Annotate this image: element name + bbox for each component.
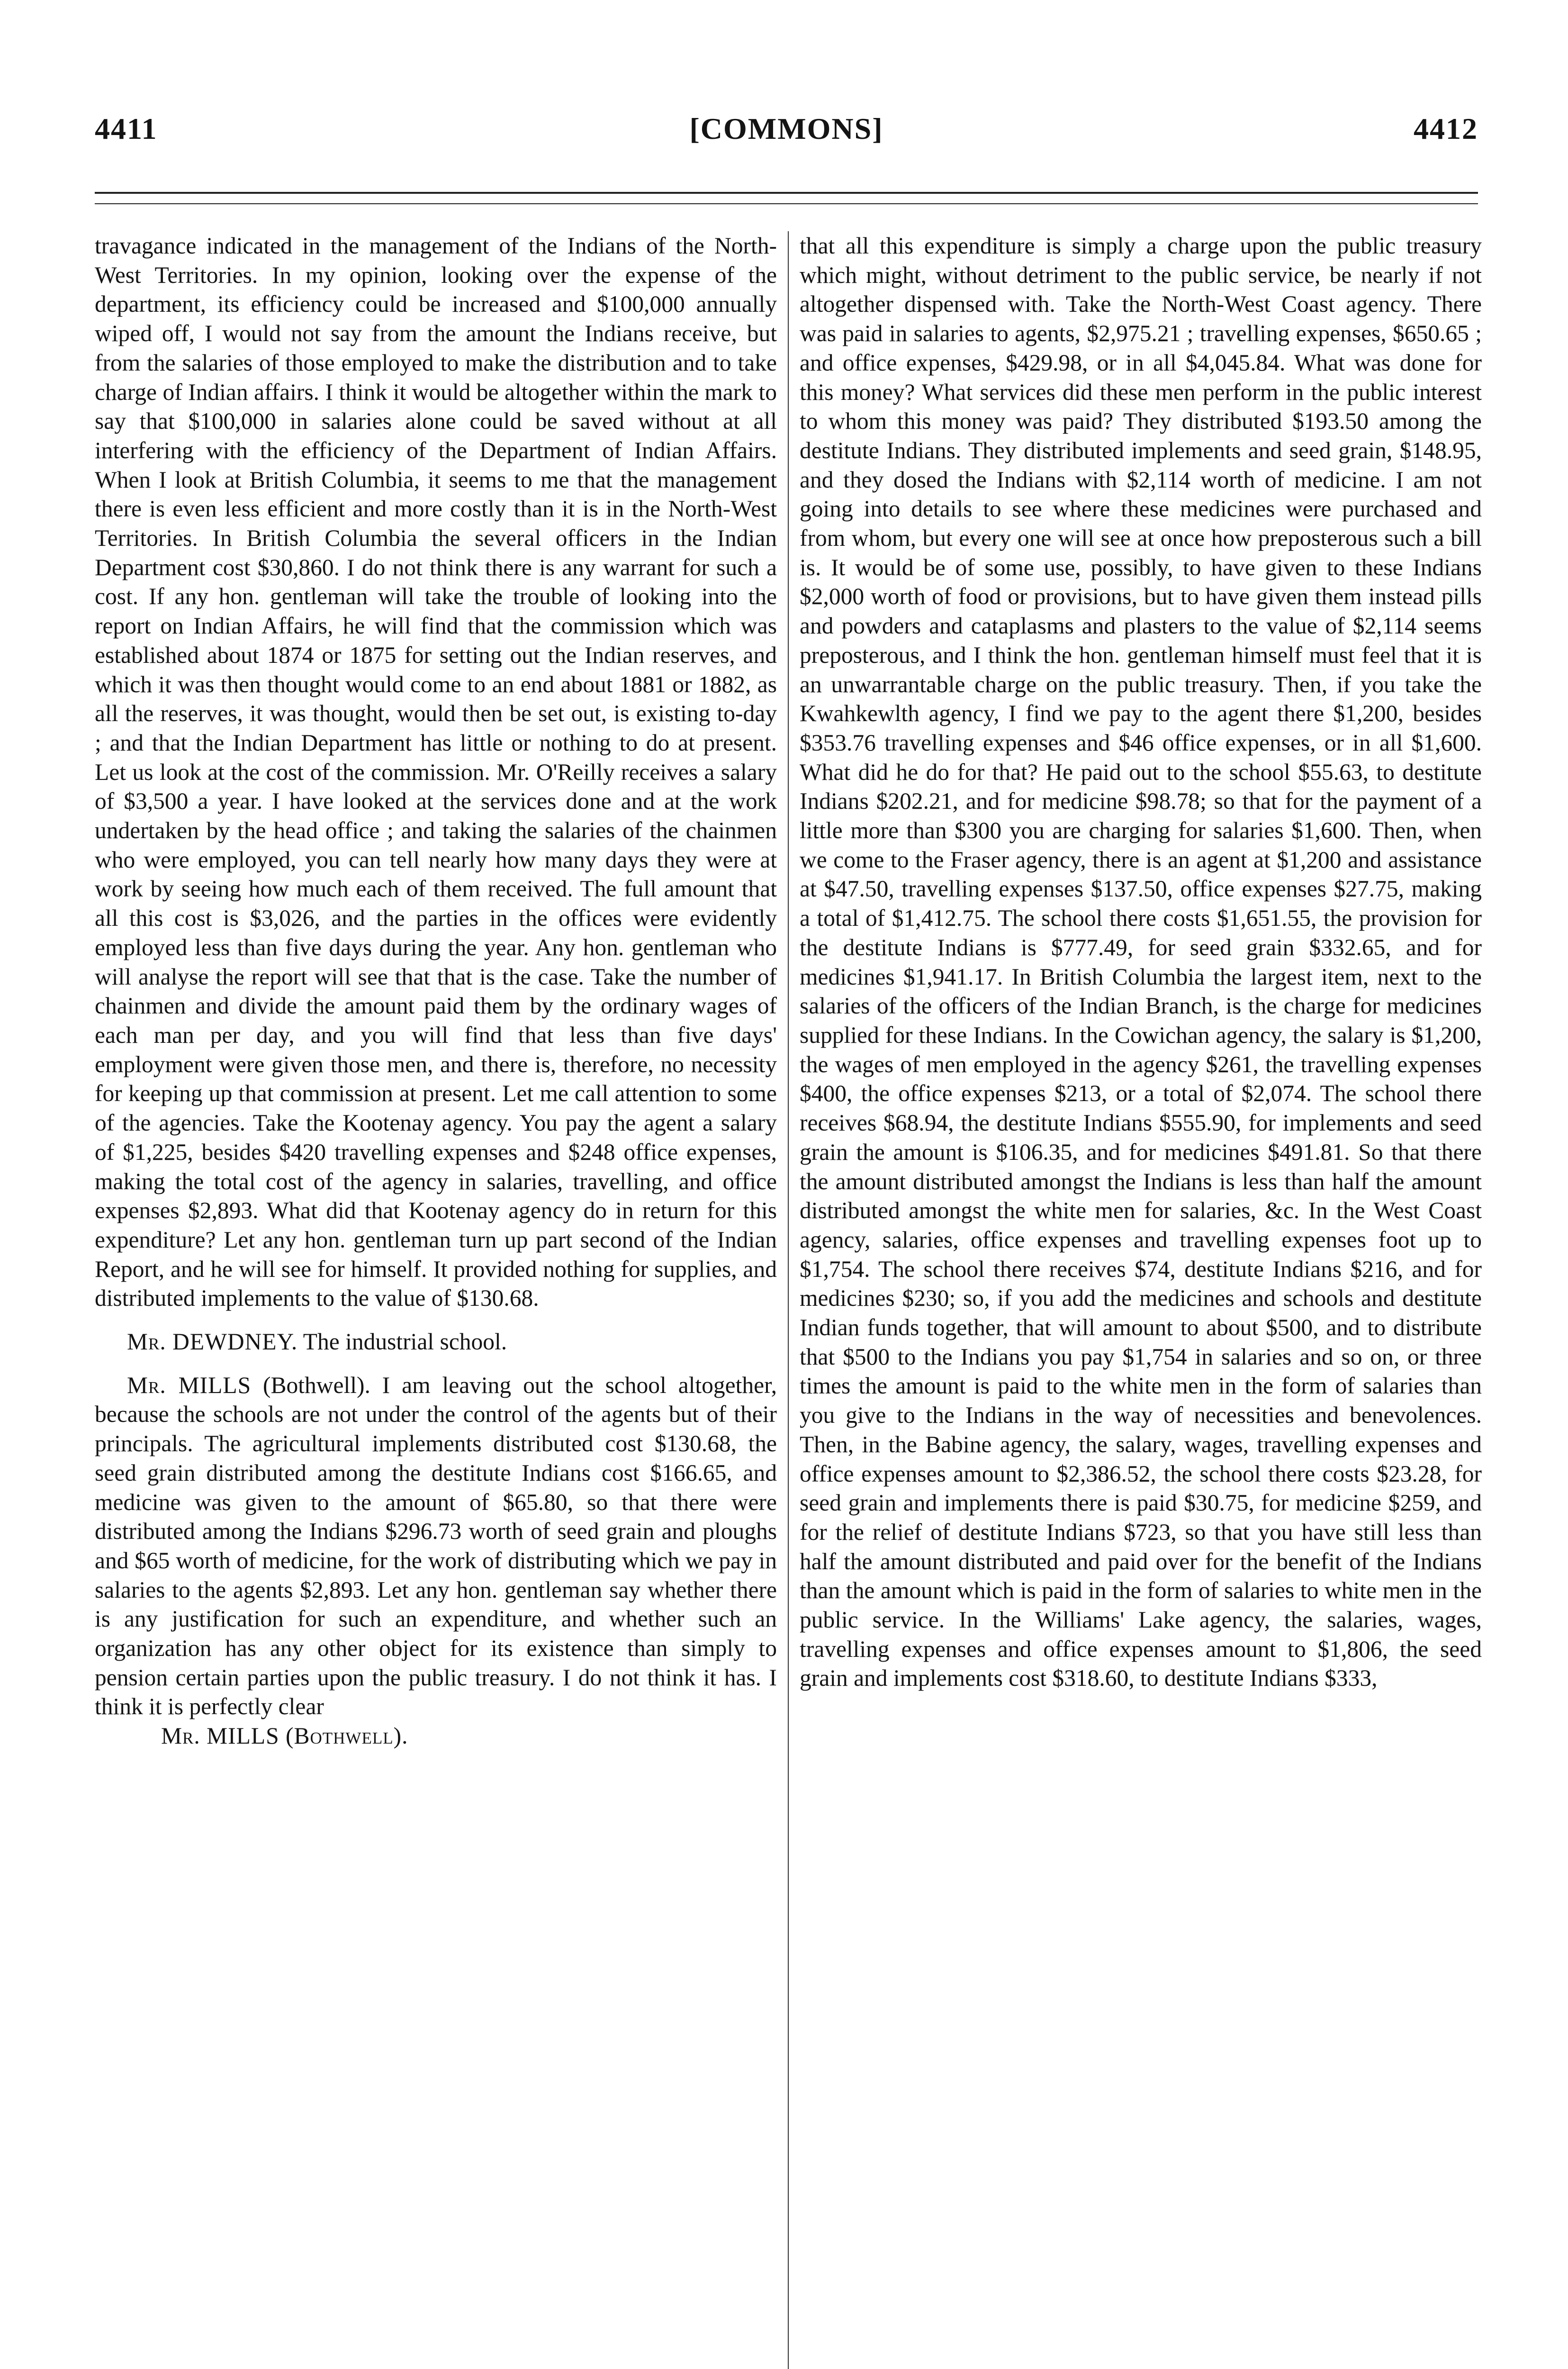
speaker-name: Mr. MILLS [127,1372,252,1398]
left-paragraph-dewdney [95,1327,777,1356]
right-paragraph-1: that all this expenditure is simply a charge upon the public treasury which might, without detriment to the public service, be nearly if not altogether dispensed with. Take the North-West Coast agency. There was paid in salaries to agents, $2,975.21 ; travelling expenses, $650.65 ; and office expenses, $429.98, or in all $4,045.84. What was done for this money? What services did these men perform in the public interest to whom this money was paid? They distributed $193.50 among the destitute Indians. They distributed implements and seed grain, $148.95, and they dosed the Indians with $2,114 worth of medicine. I am not going into details to see where these medicines were purchased and from whom, but every one will see at once how preposterous such a bill is. It would be of some use, possibly, to have given to these Indians $2,000 worth of food or provisions, but to have given them instead pills and powders and cataplasms and plasters to the value of $2,114 seems preposterous, and I think the hon. gentleman himself must feel that it is an unwarrantable charge on the public treasury. Then, if you take the Kwahkewlth agency, I find we pay to the agent there $1,200, besides $353.76 travelling expenses and $46 office expenses, or in all $1,600. What did he do for that? He paid out to the school $55.63, to destitute Indians $202.21, and for medicine $98.78; so that for the payment of a little more than $300 you are charging for salaries $1,600. Then, when we come to the Fraser agency, there is an agent at $1,200 and assistance at $47.50, travelling expenses $137.50, office expenses $27.75, making a total of $1,412.75. The school there costs $1,651.55, the provision for the destitute Indians is $777.49, for seed grain $332.65, and for medicines $1,941.17. In British Columbia the largest item, next to the salaries of the officers of the Indian Branch, is the charge for medicines supplied for these Indians. In the Cowichan agency, the salary is $1,200, the wages of men employed in the agency $261, the travelling expenses $400, the office expenses $213, or a total of $2,074. The school there receives $68.94, the destitute Indians $555.90, for implements and seed grain the amount is $106.35, and for medicines $491.81. So that there the amount distributed amongst the Indians is less than half the amount distributed amongst the white men for salaries, &c. In the West Coast agency, salaries, office expenses and travelling expenses foot up to $1,754. The school there receives $74, destitute Indians $216, and for medicines $230; so, if you add the medicines and schools and destitute Indian funds together, that will amount to about $500, and to distribute that $500 to the Indians you pay $1,754 in salaries and so on, or three times the amount is paid to the white men in the form of salaries than you give to the Indians in the way of necessities and benevolences. Then, in the Babine agency, the salary, wages, travelling expenses and office expenses amount to $2,386.52, the school there costs $23.28, for seed grain and implements there is paid $30.75, for medicine $259, and for the relief of destitute Indians $723, so that you have still less than half the amount distributed and paid over for the benefit of the Indians than the amount which is paid in the form of salaries to white men in the public service. In the Williams' Lake agency, the salaries, wages, travelling expenses and office expenses amount to $1,806, the seed grain and implements cost $318.60, to destitute Indians $333, [800,233,1482,1691]
column-divider [788,231,789,2369]
right-column [800,231,1482,2369]
running-head: [COMMONS] [689,112,883,145]
speech-text: The industrial school. [303,1329,507,1355]
speaker-name: Mr. DEWDNEY. [127,1329,298,1355]
page-number-right: 4412 [1414,112,1478,145]
left-paragraph-mills [95,1371,777,1721]
footer-speaker-signature: Mr. MILLS (Bothwell). [161,1723,408,1749]
header-double-rule [95,192,1478,204]
page-header [95,111,1478,168]
left-paragraph-1: travagance indicated in the management of the Indians of the North-West Territories. In my opinion, looking over the expense of the department, its efficiency could be increased and $100,000 annually wiped off, I would not say from the amount the Indians receive, but from the salaries of those employed to make the distribution and to take charge of Indian affairs. I think it would be altogether within the mark to say that $100,000 in salaries alone could be saved without at all interfering with the efficiency of the Department of Indian Affairs. When I look at British Columbia, it seems to me that the management there is even less efficient and more costly than it is in the North-West Territories. In British Columbia the several officers in the Indian Department cost $30,860. I do not think there is any warrant for such a cost. If any hon. gentleman will take the trouble of looking into the report on Indian Affairs, he will find that the commission which was established about 1874 or 1875 for setting out the Indian reserves, and which it was then thought would come to an end about 1881 or 1882, as all the reserves, it was thought, would then be set out, is existing to-day ; and that the Indian Department has little or nothing to do at present. Let us look at the cost of the commission. Mr. O'Reilly receives a salary of $3,500 a year. I have looked at the services done and at the work undertaken by the head office ; and taking the salaries of the chainmen who were employed, you can tell nearly how many days they were at work by seeing how much each of them received. The full amount that all this cost is $3,026, and the parties in the offices were evidently employed less than five days during the year. Any hon. gentleman who will analyse the report will see that that is the case. Take the number of chainmen and divide the amount paid them by the ordinary wages of each man per day, and you will find that less than five days' employment were given those men, and there is, therefore, no necessity for keeping up that commission at present. Let me call attention to some of the agencies. Take the Kootenay agency. You pay the agent a salary of $1,225, besides $420 travelling expenses and $248 office expenses, making the total cost of the agency in salaries, travelling, and office expenses $2,893. What did that Kootenay agency do in return for this expenditure? Let any hon. gentleman turn up part second of the Indian Report, and he will see for himself. It provided nothing for supplies, and distributed implements to the value of $130.68. [95,233,777,1311]
left-column [95,231,777,2369]
page-number-left: 4411 [95,112,158,145]
speech-text: (Bothwell). I am leaving out the school altogether, because the schools are not under the control of the agents but of their principals. The agricultural implements distributed cost $130.68, the seed grain distributed among the destitute Indians cost $166.65, and medicine was given to the amount of $65.80, so that there were distributed among the Indians $296.73 worth of seed grain and ploughs and $65 worth of medicine, for the work of distributing which we pay in salaries to the agents $2,893. Let any hon. gentleman say whether there is any justification for such an expenditure, and whether such an organization has any other object for its existence than simply to pension certain parties upon the public treasury. I do not think it has. I think it is perfectly clear [95,1372,777,1720]
